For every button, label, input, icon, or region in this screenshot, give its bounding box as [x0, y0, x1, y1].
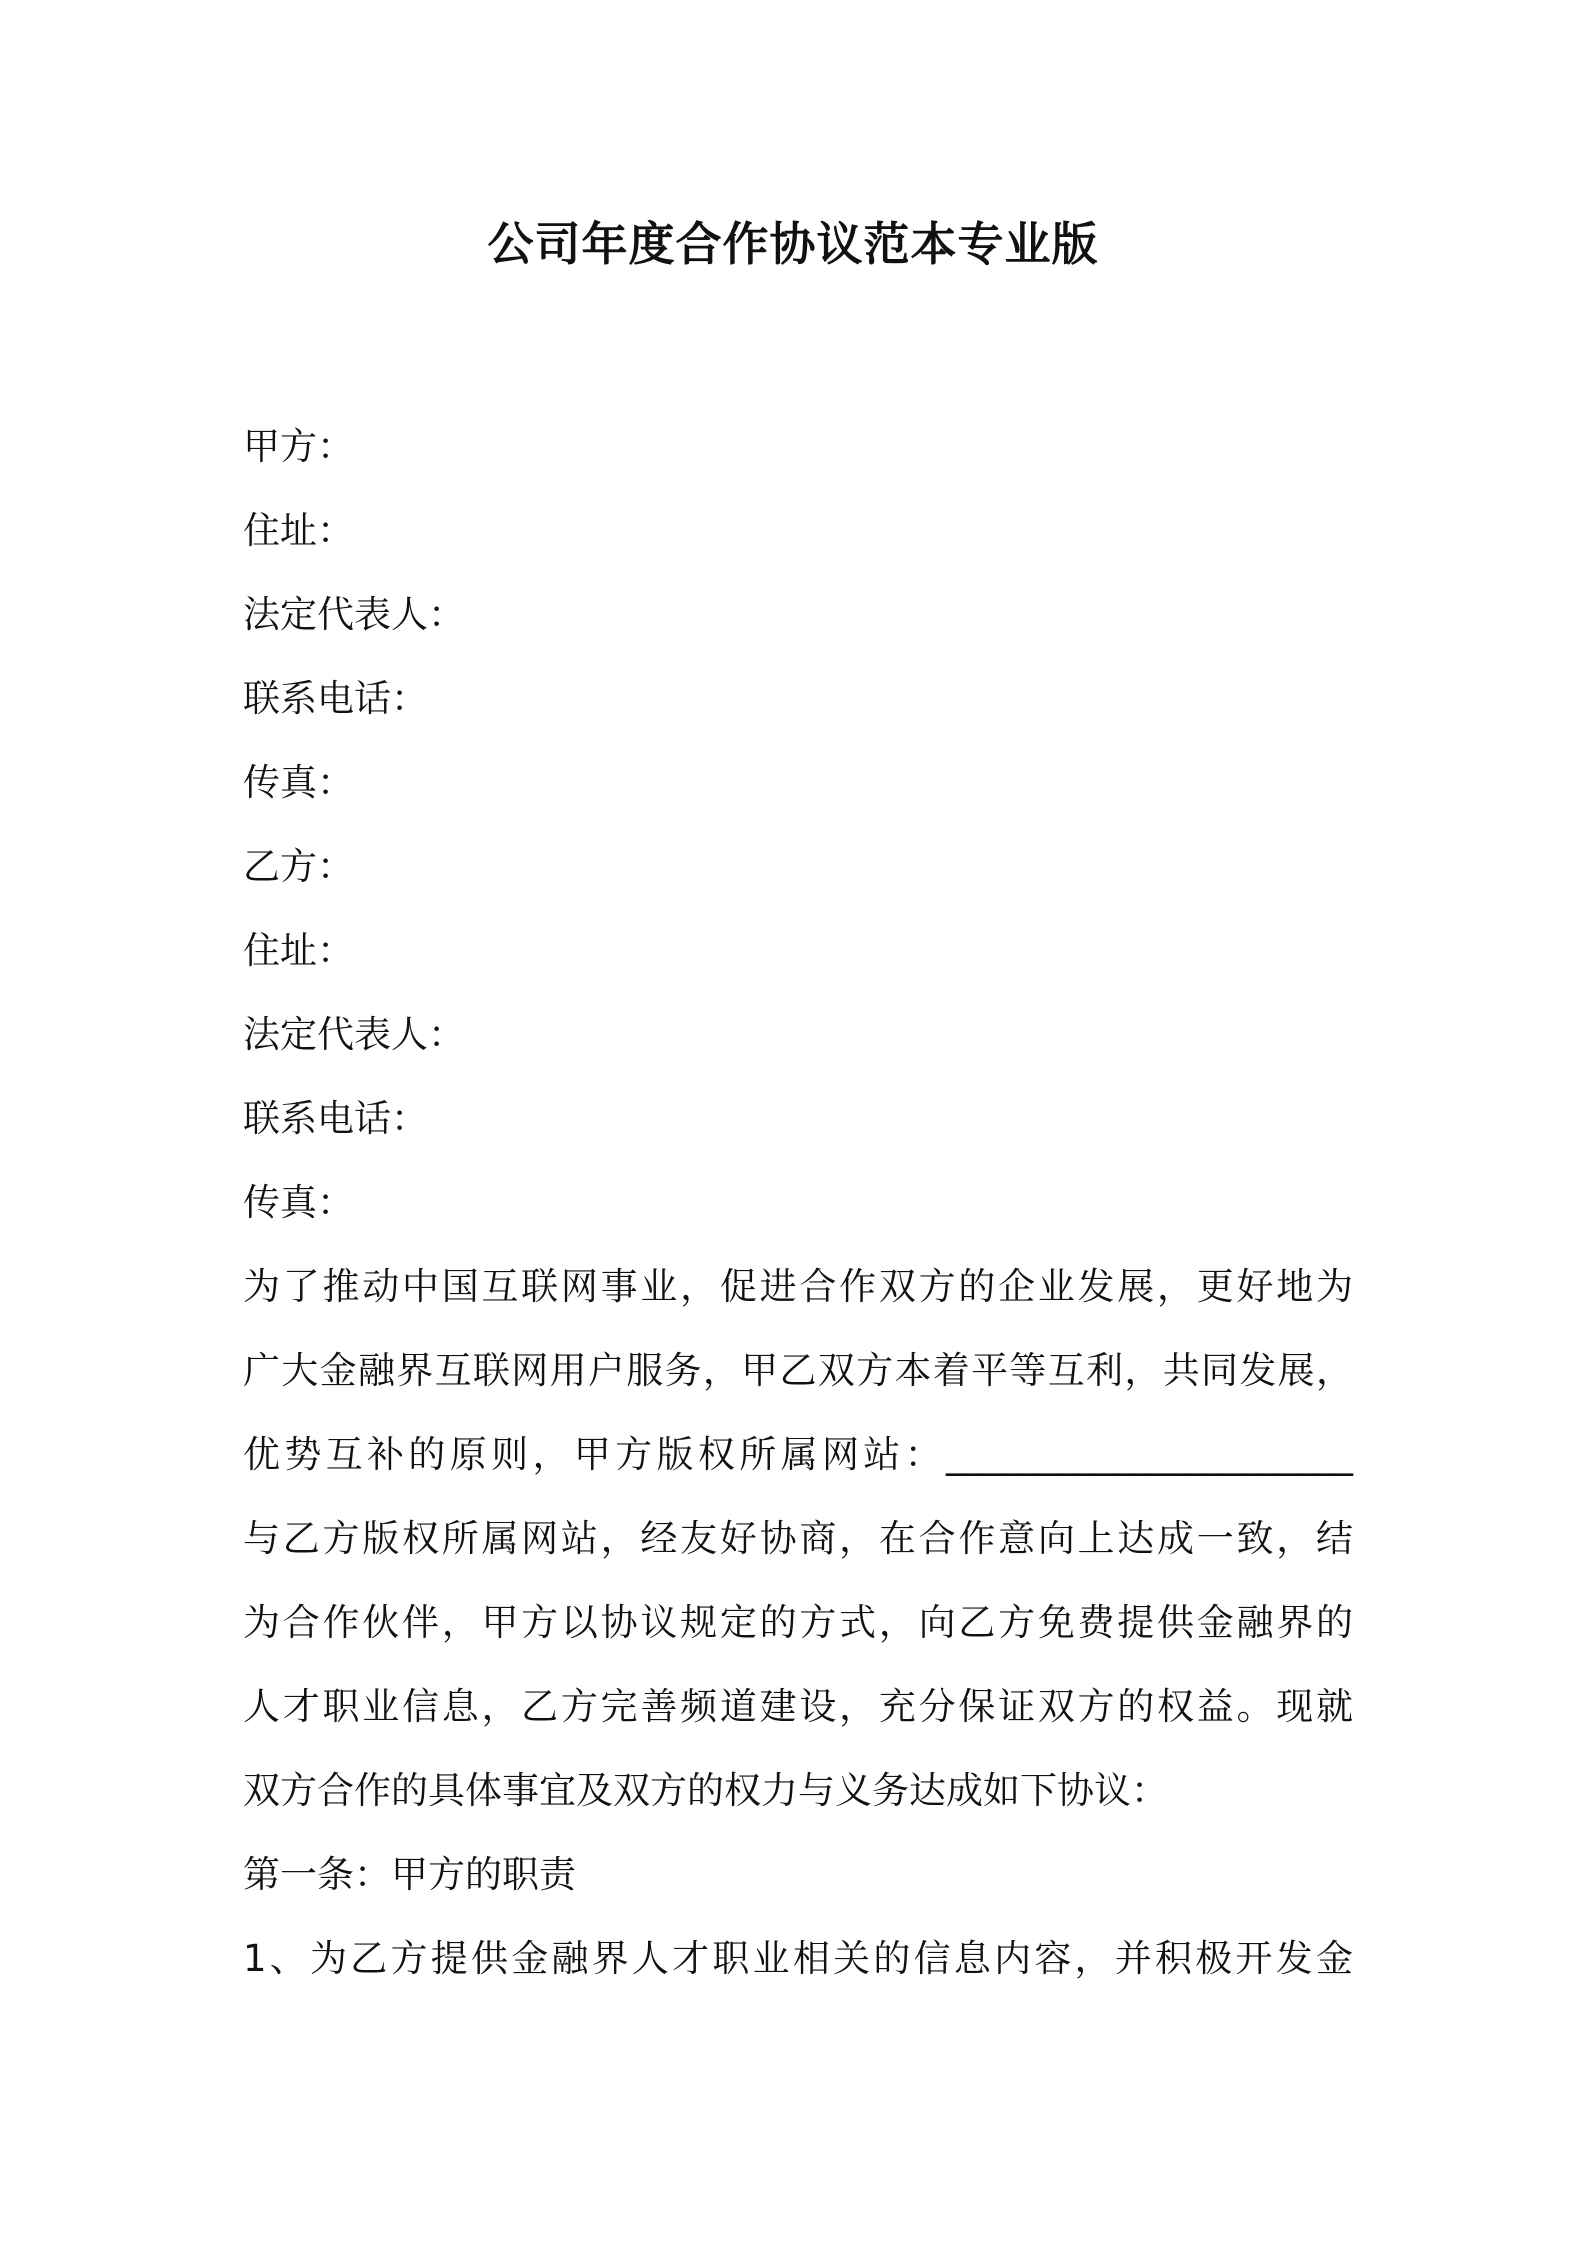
party-b-address-label: 住址：: [243, 929, 354, 972]
preamble-line: 优势互补的原则，甲方版权所属网站：______________________: [243, 1433, 1353, 1476]
party-b-fax-label: 传真：: [243, 1181, 354, 1224]
article-1-heading: 第一条：甲方的职责: [243, 1853, 576, 1896]
document-body: [243, 405, 1353, 2001]
preamble-line: 为了推动中国互联网事业，促进合作双方的企业发展，更好地为: [243, 1265, 1353, 1308]
party-a-name-label: 甲方：: [243, 425, 354, 468]
party-b-name-label: 乙方：: [243, 845, 354, 888]
party-a-address-label: 住址：: [243, 509, 354, 552]
preamble-line: 广大金融界互联网用户服务，甲乙双方本着平等互利，共同发展，: [243, 1349, 1353, 1392]
party-a-fax-label: 传真：: [243, 761, 354, 804]
preamble-line: 双方合作的具体事宜及双方的权力与义务达成如下协议：: [243, 1769, 1168, 1812]
preamble-line: 人才职业信息，乙方完善频道建设，充分保证双方的权益。现就: [243, 1685, 1353, 1728]
party-a-phone-label: 联系电话：: [243, 677, 428, 720]
party-b-phone-label: 联系电话：: [243, 1097, 428, 1140]
preamble-line: 与乙方版权所属网站，经友好协商，在合作意向上达成一致，结: [243, 1517, 1353, 1560]
document-title: 公司年度合作协议范本专业版: [487, 217, 1099, 271]
party-a-legal-rep-label: 法定代表人：: [243, 593, 465, 636]
preamble-line: 为合作伙伴，甲方以协议规定的方式，向乙方免费提供金融界的: [243, 1601, 1353, 1644]
party-b-legal-rep-label: 法定代表人：: [243, 1013, 465, 1056]
article-1-item-1: 1、为乙方提供金融界人才职业相关的信息内容，并积极开发金: [243, 1937, 1353, 1980]
